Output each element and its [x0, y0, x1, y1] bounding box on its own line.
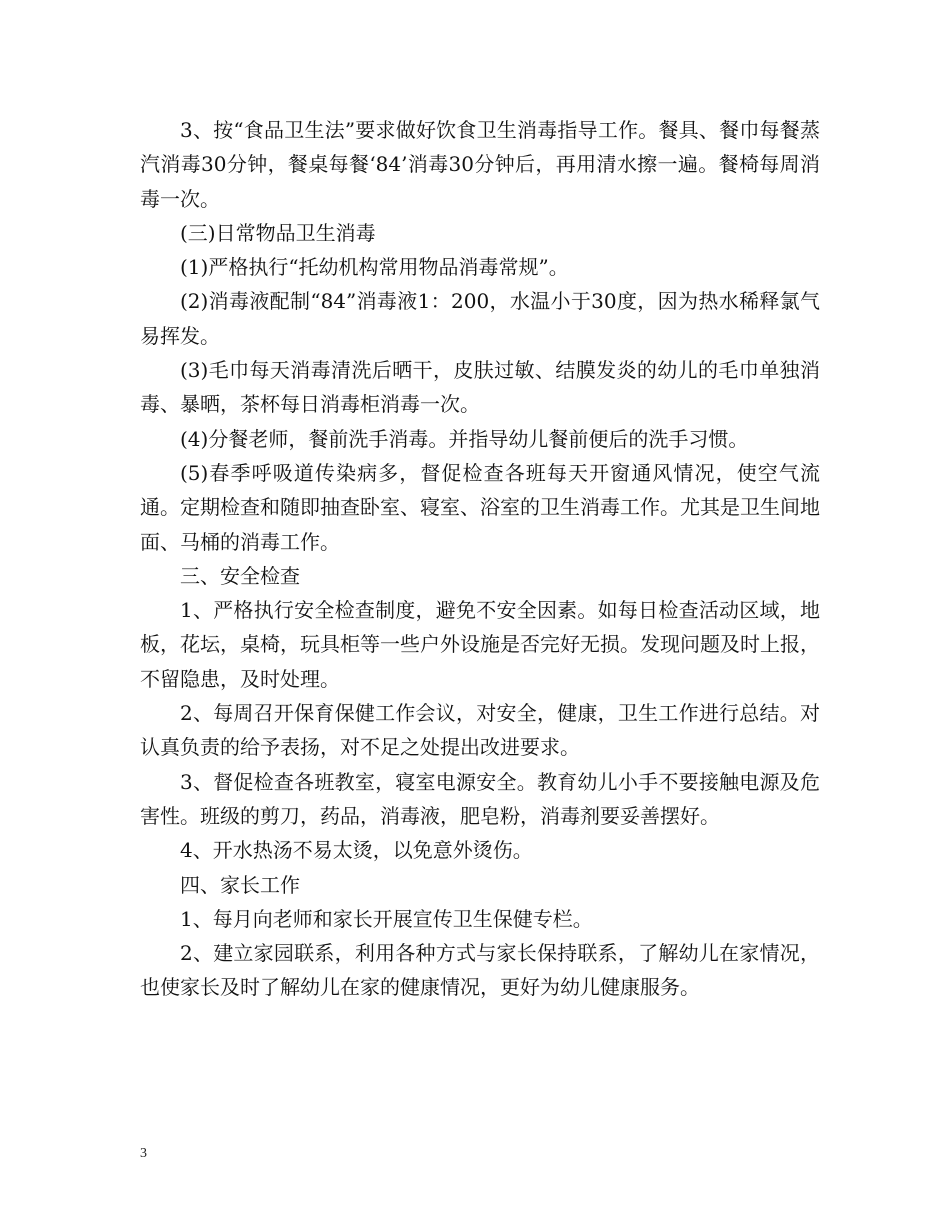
paragraph-catering-disinfection: 3、按“食品卫生法”要求做好饮食卫生消毒指导工作。餐具、餐巾每餐蒸汽消毒30分钟，餐桌每餐‘84’消毒30分钟后，再用清水擦一遍。餐椅每周消毒一次。	[140, 118, 820, 211]
paragraph-parents-1: 1、每月向老师和家长开展宣传卫生保健专栏。	[180, 906, 593, 931]
section-heading-parents: 四、家长工作	[180, 872, 300, 897]
document-body	[140, 113, 820, 1005]
section-heading-safety: 三、安全检查	[180, 563, 300, 588]
page-number: 3	[140, 1146, 147, 1161]
paragraph-item-4: (4)分餐老师，餐前洗手消毒。并指导幼儿餐前便后的洗手习惯。	[180, 426, 749, 451]
paragraph-safety-3: 3、督促检查各班教室，寝室电源安全。教育幼儿小手不要接触电源及危害性。班级的剪刀，药品，消毒液，肥皂粉，消毒剂要妥善摆好。	[140, 769, 820, 828]
paragraph-parents-2: 2、建立家园联系，利用各种方式与家长保持联系，了解幼儿在家情况，也使家长及时了解幼儿在家的健康情况，更好为幼儿健康服务。	[140, 941, 820, 1000]
paragraph-safety-4: 4、开水热汤不易太烫，以免意外烫伤。	[180, 838, 533, 863]
section-heading-daily-items: (三)日常物品卫生消毒	[180, 220, 376, 245]
paragraph-item-1: (1)严格执行“托幼机构常用物品消毒常规”。	[180, 255, 569, 280]
paragraph-item-3: (3)毛巾每天消毒清洗后晒干，皮肤过敏、结膜发炎的幼儿的毛巾单独消毒、暴晒，茶杯每日消毒柜消毒一次。	[140, 358, 820, 417]
paragraph-safety-2: 2、每周召开保育保健工作会议，对安全，健康，卫生工作进行总结。对认真负责的给予表扬，对不足之处提出改进要求。	[140, 701, 820, 760]
paragraph-item-5: (5)春季呼吸道传染病多，督促检查各班每天开窗通风情况，使空气流通。定期检查和随即抽查卧室、寝室、浴室的卫生消毒工作。尤其是卫生间地面、马桶的消毒工作。	[140, 460, 820, 554]
paragraph-item-2: (2)消毒液配制“84”消毒液1：200，水温小于30度，因为热水稀释氯气易挥发。	[140, 289, 820, 348]
paragraph-safety-1: 1、严格执行安全检查制度，避免不安全因素。如每日检查活动区域，地板，花坛，桌椅，玩具柜等一些户外设施是否完好无损。发现问题及时上报，不留隐患，及时处理。	[140, 598, 820, 691]
